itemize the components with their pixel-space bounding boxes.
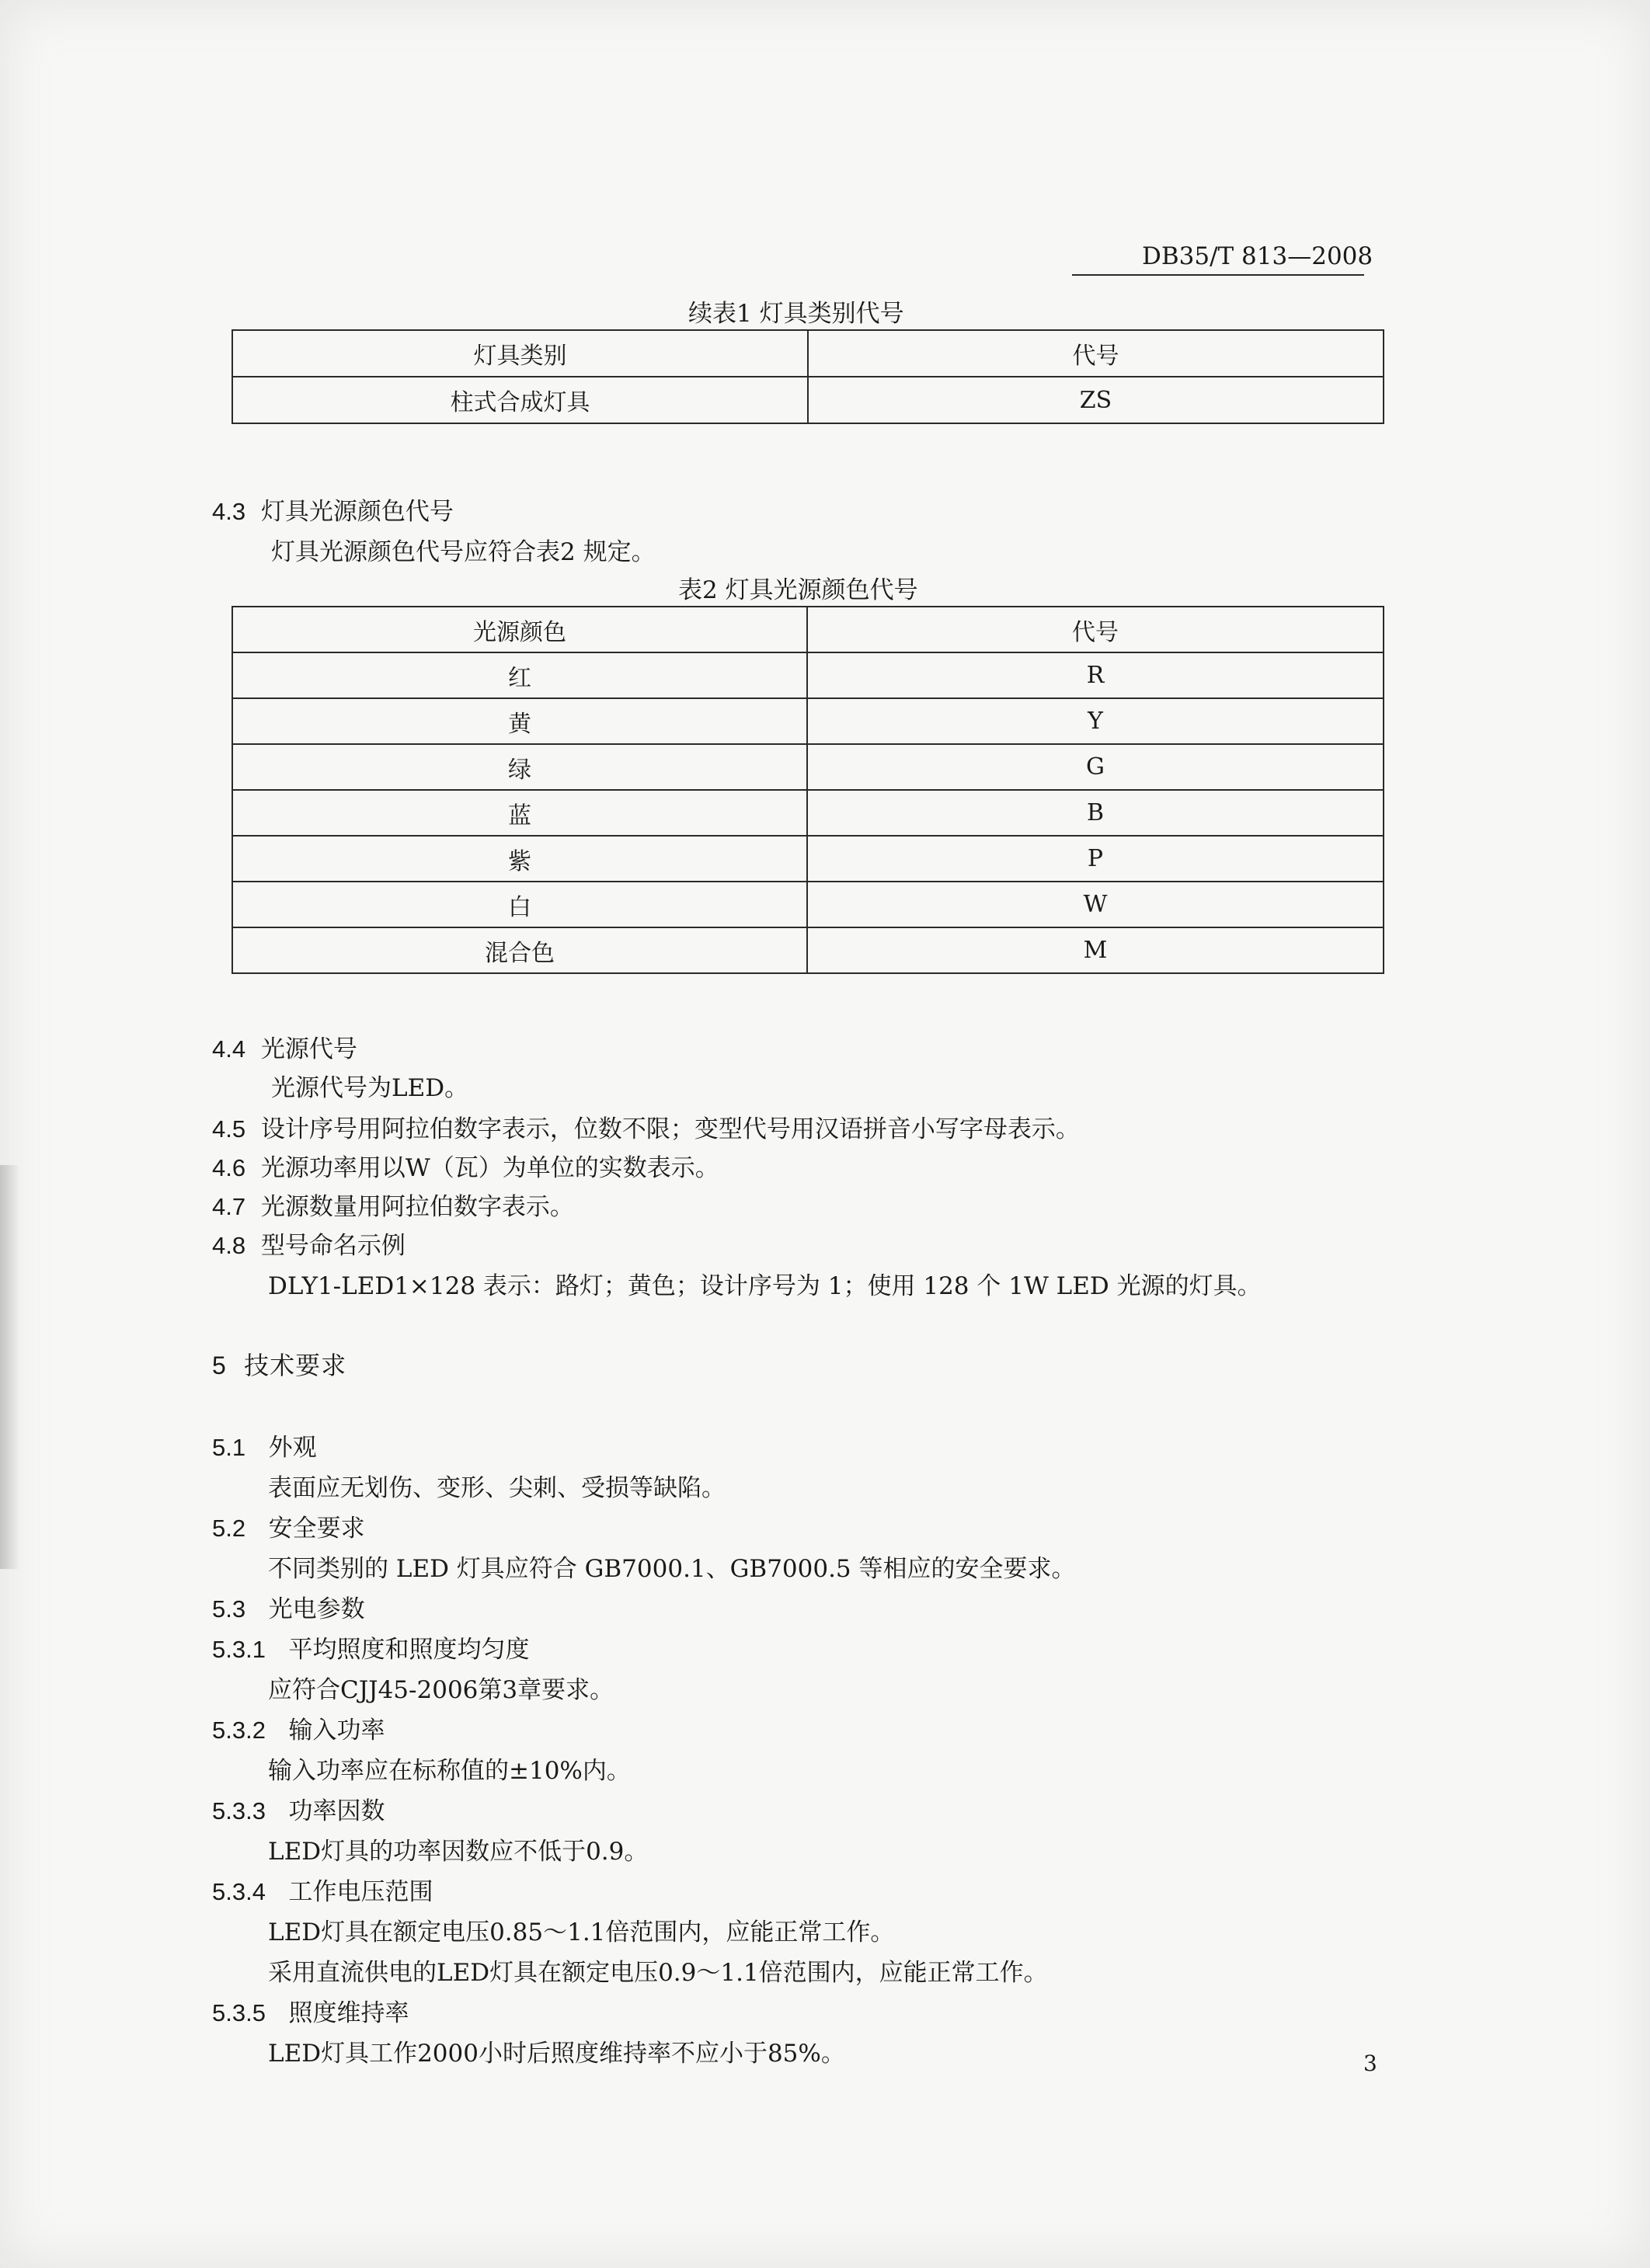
clause: 4.7 光源数量用阿拉伯数字表示。 bbox=[212, 1193, 574, 1221]
paragraph: 表面应无划伤、变形、尖刺、受损等缺陷。 bbox=[268, 1474, 726, 1502]
subsection-heading: 5.3.1 平均照度和照度均匀度 bbox=[212, 1636, 530, 1664]
table1-caption: 续表1 灯具类别代号 bbox=[688, 300, 904, 328]
table-cell: Y bbox=[807, 698, 1384, 744]
clause-text: 光源数量用阿拉伯数字表示。 bbox=[260, 1193, 574, 1221]
clause-text: 设计序号用阿拉伯数字表示，位数不限；变型代号用汉语拼音小写字母表示。 bbox=[260, 1115, 1080, 1143]
table-cell: 白 bbox=[232, 882, 807, 927]
chapter-title: 技术要求 bbox=[244, 1351, 347, 1380]
table-cell: B bbox=[807, 790, 1384, 836]
table-header-cell: 光源颜色 bbox=[232, 607, 807, 652]
subsection-heading: 5.3.2 输入功率 bbox=[212, 1717, 385, 1744]
table-row bbox=[232, 927, 1384, 973]
clause-text: 光源功率用以W（瓦）为单位的实数表示。 bbox=[260, 1154, 719, 1182]
section-title: 安全要求 bbox=[268, 1515, 365, 1543]
paragraph: 不同类别的 LED 灯具应符合 GB7000.1、GB7000.5 等相应的安全要求。 bbox=[268, 1555, 1076, 1583]
section-title: 型号命名示例 bbox=[260, 1232, 406, 1260]
table-cell: 混合色 bbox=[232, 927, 807, 973]
table-cell: 蓝 bbox=[232, 790, 807, 836]
subsection-heading: 5.3.3 功率因数 bbox=[212, 1797, 385, 1825]
section-heading: 4.4 光源代号 bbox=[212, 1035, 357, 1063]
subsection-title: 工作电压范围 bbox=[288, 1878, 433, 1906]
header-rule bbox=[1072, 274, 1364, 276]
subsection-title: 照度维持率 bbox=[288, 1999, 409, 2027]
chapter-heading: 5 技术要求 bbox=[212, 1351, 347, 1380]
table-row bbox=[232, 790, 1384, 836]
section-title: 外观 bbox=[268, 1434, 317, 1462]
table-row bbox=[232, 836, 1384, 882]
table-row bbox=[232, 882, 1384, 927]
paragraph: LED灯具在额定电压0.85～1.1倍范围内，应能正常工作。 bbox=[268, 1918, 895, 1946]
paragraph: 灯具光源颜色代号应符合表2 规定。 bbox=[271, 538, 656, 566]
table-cell: M bbox=[807, 927, 1384, 973]
table-cell: W bbox=[807, 882, 1384, 927]
table-row bbox=[232, 377, 1384, 423]
paragraph: DLY1-LED1×128 表示：路灯；黄色；设计序号为 1；使用 128 个 1W LED 光源的灯具。 bbox=[268, 1272, 1262, 1300]
table-header-row bbox=[232, 607, 1384, 652]
section-title: 光源代号 bbox=[260, 1035, 357, 1063]
section-title: 灯具光源颜色代号 bbox=[260, 498, 454, 526]
paragraph: LED灯具的功率因数应不低于0.9。 bbox=[268, 1838, 649, 1866]
subsection-title: 输入功率 bbox=[288, 1717, 385, 1744]
table-row bbox=[232, 698, 1384, 744]
paragraph: 输入功率应在标称值的±10%内。 bbox=[268, 1757, 631, 1785]
table-cell: 黄 bbox=[232, 698, 807, 744]
subsection-heading: 5.3.5 照度维持率 bbox=[212, 1999, 409, 2027]
table-cell: 红 bbox=[232, 652, 807, 698]
paragraph: 采用直流供电的LED灯具在额定电压0.9～1.1倍范围内，应能正常工作。 bbox=[268, 1959, 1048, 1987]
section-title: 光电参数 bbox=[268, 1595, 365, 1623]
paragraph: LED灯具工作2000小时后照度维持率不应小于85%。 bbox=[268, 2040, 845, 2068]
table-header-cell: 代号 bbox=[808, 330, 1384, 377]
table-row bbox=[232, 744, 1384, 790]
table-cell: ZS bbox=[808, 377, 1384, 423]
table-header-cell: 代号 bbox=[807, 607, 1384, 652]
table2 bbox=[231, 606, 1384, 974]
table-cell: P bbox=[807, 836, 1384, 882]
table-row bbox=[232, 652, 1384, 698]
section-heading: 4.3 灯具光源颜色代号 bbox=[212, 498, 454, 526]
clause: 4.5 设计序号用阿拉伯数字表示，位数不限；变型代号用汉语拼音小写字母表示。 bbox=[212, 1115, 1080, 1143]
table-cell: 柱式合成灯具 bbox=[232, 377, 808, 423]
clause: 4.6 光源功率用以W（瓦）为单位的实数表示。 bbox=[212, 1154, 719, 1182]
table-cell: R bbox=[807, 652, 1384, 698]
table1 bbox=[231, 329, 1384, 424]
table-header-cell: 灯具类别 bbox=[232, 330, 808, 377]
section-heading: 5.2 安全要求 bbox=[212, 1515, 365, 1543]
table-cell: 绿 bbox=[232, 744, 807, 790]
subsection-title: 平均照度和照度均匀度 bbox=[288, 1636, 530, 1664]
subsection-title: 功率因数 bbox=[288, 1797, 385, 1825]
paragraph: 应符合CJJ45-2006第3章要求。 bbox=[268, 1676, 614, 1704]
table2-caption: 表2 灯具光源颜色代号 bbox=[678, 576, 918, 604]
page-number: 3 bbox=[1363, 2051, 1377, 2076]
table-cell: G bbox=[807, 744, 1384, 790]
section-heading: 5.1 外观 bbox=[212, 1434, 317, 1462]
section-heading: 4.8 型号命名示例 bbox=[212, 1232, 406, 1260]
section-heading: 5.3 光电参数 bbox=[212, 1595, 365, 1623]
paragraph: 光源代号为LED。 bbox=[271, 1074, 469, 1102]
subsection-heading: 5.3.4 工作电压范围 bbox=[212, 1878, 433, 1906]
document-code: DB35/T 813—2008 bbox=[1142, 242, 1373, 270]
table-header-row bbox=[232, 330, 1384, 377]
table-cell: 紫 bbox=[232, 836, 807, 882]
